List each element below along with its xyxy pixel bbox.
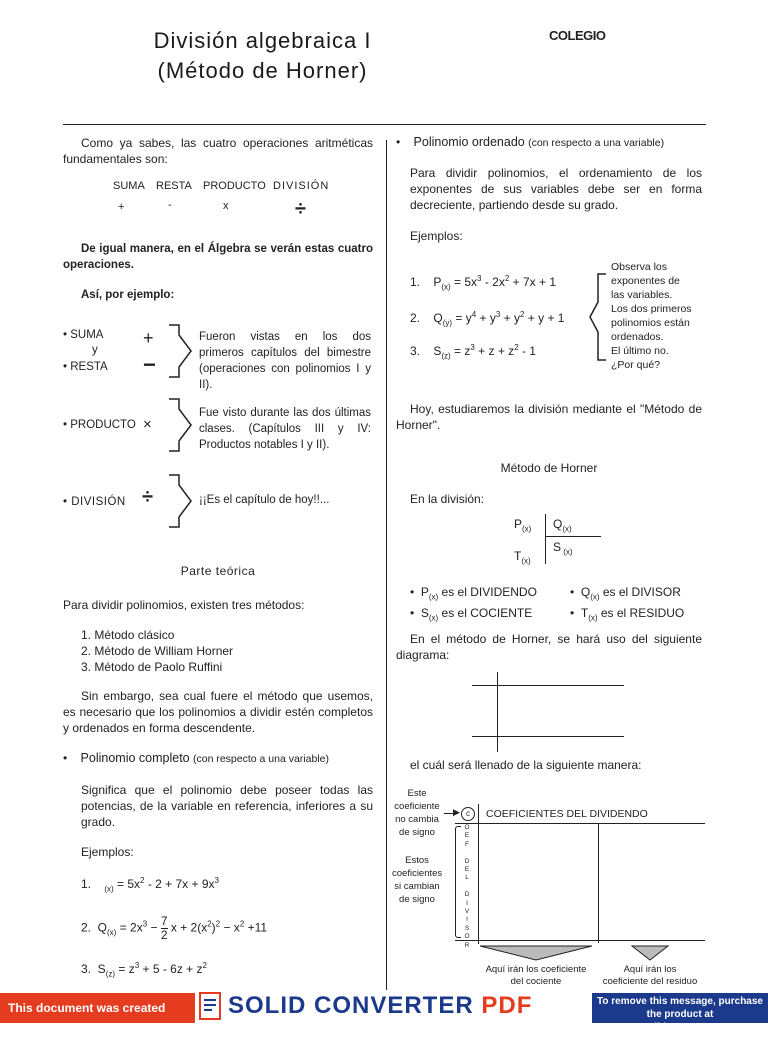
ejemplos-right: Ejemplos: <box>410 229 463 243</box>
note-line: del cociente <box>510 976 562 987</box>
suma-resta-text: Fueron vistas en los dos primeros capítulos del bimestre (operaciones con polinomios I y II). <box>199 331 371 391</box>
divisor-label-q: $Q_{(x)}$ <box>553 517 572 534</box>
residuo-note <box>600 964 700 988</box>
bullet-resta: • RESTA <box>63 361 108 373</box>
logo-text <box>228 992 532 1020</box>
note-line: Estos <box>405 855 429 866</box>
en-metodo-text: En el método de Horner, se hará uso del siguiente diagrama: <box>396 632 702 662</box>
metodo-horner-heading: Método de Horner <box>500 461 598 475</box>
letter <box>460 883 474 891</box>
completo-text: Significa que el polinomio debe poseer todas las potencias, de la variable en referencia, inferiores a su grado. <box>81 783 373 829</box>
letter: D <box>464 891 470 899</box>
page-title <box>130 26 395 86</box>
list-item: 1. Método clásico <box>81 628 175 642</box>
completo-title: Polinomio completo <box>80 751 190 765</box>
note-line: Aquí irán los coeficiente <box>485 964 587 975</box>
note-line: coeficiente del residuo <box>602 976 698 987</box>
letter: O <box>464 933 470 941</box>
nota-line: exponentes de <box>611 275 680 287</box>
bullet-producto: • PRODUCTO <box>63 419 136 431</box>
nota-line: El último no. <box>611 345 669 357</box>
minus-icon: − <box>143 352 156 377</box>
dividend-label: $P_{(x)}$ <box>514 517 532 534</box>
letter: E <box>464 832 470 840</box>
ejemplos-left: Ejemplos: <box>81 845 134 859</box>
letter: O <box>464 824 470 831</box>
este-coef-note <box>392 787 442 839</box>
bullet-suma: • SUMA <box>63 329 104 341</box>
def-text: es el DIVISOR <box>602 585 681 599</box>
bracket-arrow-icon <box>167 323 193 379</box>
coef-dividendo-label: COEFICIENTES DEL DIVIDENDO <box>486 808 648 820</box>
producto-text: Fue visto durante las dos últimas clases. (Capítulos III y IV: Productos notables I y II). <box>199 407 371 451</box>
note-line: Este <box>407 788 427 799</box>
def-item: • $Q_{(x)}$ es el DIVISOR <box>570 585 681 602</box>
def-item: • $T_{(x)}$ es el RESIDUO <box>570 606 685 623</box>
quotient-label-s: S $_{(x)}$ <box>553 540 573 557</box>
estos-coef-note <box>392 854 442 906</box>
op-producto: PRODUCTO <box>203 180 266 192</box>
note-line: de signo <box>399 894 435 905</box>
cociente-note <box>478 964 594 988</box>
horner-vertical-line <box>497 672 498 752</box>
arrow-head-icon: ▶ <box>453 807 460 817</box>
banner-left-text: This document was created using <box>0 993 195 1023</box>
down-arrow-icon <box>630 944 670 965</box>
letter: R <box>464 941 470 949</box>
y-label: y <box>92 344 98 356</box>
ordered-example-1: 1. $P_{(x)} = 5x^3 - 2x^2 + 7x + 1$ <box>410 274 556 292</box>
note-line: si cambian <box>394 881 440 892</box>
letter: V <box>464 908 470 916</box>
nota-line: ordenados. <box>611 331 664 343</box>
sin-embargo-text: Sin embargo, sea cual fuere el método que usemos, es necesario que los polinomios a dividir estén completos y ordenados en forma descendente. <box>63 689 373 735</box>
defs-left <box>410 584 537 627</box>
filled-top-hline <box>455 823 705 824</box>
intro-text: Como ya sabes, las cuatro operaciones aritméticas fundamentales son: <box>63 136 373 166</box>
op-suma: SUMA <box>113 180 145 192</box>
defs-right <box>570 584 684 627</box>
ordered-example-2: 2. $Q_{(y)} = y^4 + y^3 + y^2 + y + 1$ <box>410 310 565 328</box>
nota-line: Los dos primeros <box>611 303 692 315</box>
list-item: 2. Método de William Horner <box>81 644 234 658</box>
divisor-letters <box>460 824 474 950</box>
bracket-arrow-icon <box>167 473 193 529</box>
en-la-division: En la división: <box>410 492 485 506</box>
plus-symbol: + <box>118 201 125 213</box>
bullet-division: • DIVISIÓN <box>63 496 126 508</box>
converter-banner[interactable] <box>0 990 768 1045</box>
times-icon: × <box>143 416 152 433</box>
metodos-intro: Para dividir polinomios, existen tres métodos: <box>63 598 305 612</box>
nota-line: Observa los <box>611 261 668 273</box>
ordenado-heading <box>396 135 664 149</box>
op-resta: RESTA <box>156 180 192 192</box>
horner-bottom-line <box>472 736 624 737</box>
divisor-label-t: $T_{(x)}$ <box>514 549 531 566</box>
example-1: 1. $_{(x)} = 5x^2 - 2 + 7x + 9x^3$ <box>81 876 219 894</box>
letter: I <box>466 916 468 924</box>
divide-symbol: ÷ <box>295 198 306 220</box>
letter: I <box>466 899 468 907</box>
letter <box>460 849 474 857</box>
llenado-text: el cuál será llenado de la siguiente manera: <box>410 758 642 772</box>
horner-top-line <box>472 685 624 686</box>
filled-residue-vline <box>598 823 599 943</box>
completo-heading <box>63 751 329 765</box>
note-line: de signo <box>399 827 435 838</box>
letter: D <box>464 857 470 865</box>
division-text: ¡¡Es el capítulo de hoy!!... <box>199 494 330 506</box>
example-2: 2. $Q_{(x)} = 2x^3$ − $\frac{7}{2}$ $x + 2(x^2)^2 - x^2 +11$ <box>81 914 268 942</box>
down-arrow-icon <box>478 944 594 965</box>
list-item: 3. Método de Paolo Ruffini <box>81 660 223 674</box>
bullet-dot: • <box>396 135 401 149</box>
letter: F <box>465 840 469 848</box>
note-line: coeficiente <box>394 801 440 812</box>
ordenado-title: Polinomio ordenado <box>413 135 525 149</box>
operations-row <box>0 180 386 220</box>
logo-solid: SOLID CONVERTER <box>228 992 474 1019</box>
title-line-2: (Método de Horner) <box>157 58 368 83</box>
division-vline <box>545 514 546 564</box>
bold-statement: De igual manera, en el Álgebra se verán estas cuatro operaciones. <box>63 243 373 271</box>
metodos-list <box>81 627 233 675</box>
hoy-text: Hoy, estudiaremos la división mediante el "Método de Horner". <box>396 402 702 432</box>
note-line: coeficientes <box>392 868 443 879</box>
op-division: DIVISIÓN <box>273 180 330 192</box>
letter: S <box>464 924 470 932</box>
filled-vline <box>478 804 479 944</box>
title-line-1: División algebraica I <box>153 28 372 53</box>
def-text: es el DIVIDENDO <box>441 585 537 599</box>
por-ejemplo: Así, por ejemplo: <box>81 289 175 301</box>
bullet-dot: • <box>63 751 68 765</box>
nota-line: polinomios están <box>611 317 690 329</box>
times-symbol: x <box>223 200 229 212</box>
completo-sub: (con respecto a una variable) <box>192 753 329 765</box>
division-hline <box>545 536 601 537</box>
bracket-arrow-icon <box>588 272 608 362</box>
school-label: COLEGIO <box>549 28 606 43</box>
def-item: • $P_{(x)}$ es el DIVIDENDO <box>410 585 537 602</box>
note-line: Aquí irán los <box>623 964 677 975</box>
nota-box <box>611 260 692 372</box>
banner-right-text[interactable]: To remove this message, purchase the product at www.SolidDocuments.com <box>592 993 768 1023</box>
def-item: • $S_{(x)}$ es el COCIENTE <box>410 606 533 623</box>
parte-teorica-heading: Parte teórica <box>180 564 256 578</box>
nota-line: las variables. <box>611 289 673 301</box>
column-divider <box>386 140 387 990</box>
note-line: no cambia <box>395 814 439 825</box>
def-text: es el RESIDUO <box>600 606 685 621</box>
document-logo-icon <box>196 990 226 1024</box>
c-circle-icon: c <box>461 807 475 821</box>
header-divider <box>63 124 706 125</box>
nota-line: ¿Por qué? <box>611 359 661 371</box>
plus-icon: + <box>143 328 154 348</box>
ordenado-sub: (con respecto a una variable) <box>528 137 665 149</box>
logo-pdf: PDF <box>481 992 533 1019</box>
ordered-example-3: 3. $S_{(z)} = z^3 + z + z^2 - 1$ <box>410 343 536 361</box>
divide-icon: ÷ <box>142 486 153 508</box>
banner-logo <box>196 990 592 1024</box>
example-3: 3. $S_{(z)} = z^3 + 5 - 6z + z^2$ <box>81 961 207 979</box>
filled-bottom-hline <box>455 940 705 941</box>
letter: E <box>464 866 470 874</box>
minus-symbol: - <box>168 199 172 211</box>
bracket-arrow-icon <box>167 397 193 453</box>
ordenado-text: Para dividir polinomios, el ordenamiento de los exponentes de sus variables debe ser en forma decreciente, partiendo desde su grado. <box>410 166 702 212</box>
letter: L <box>465 874 469 882</box>
def-text: es el COCIENTE <box>441 606 533 621</box>
